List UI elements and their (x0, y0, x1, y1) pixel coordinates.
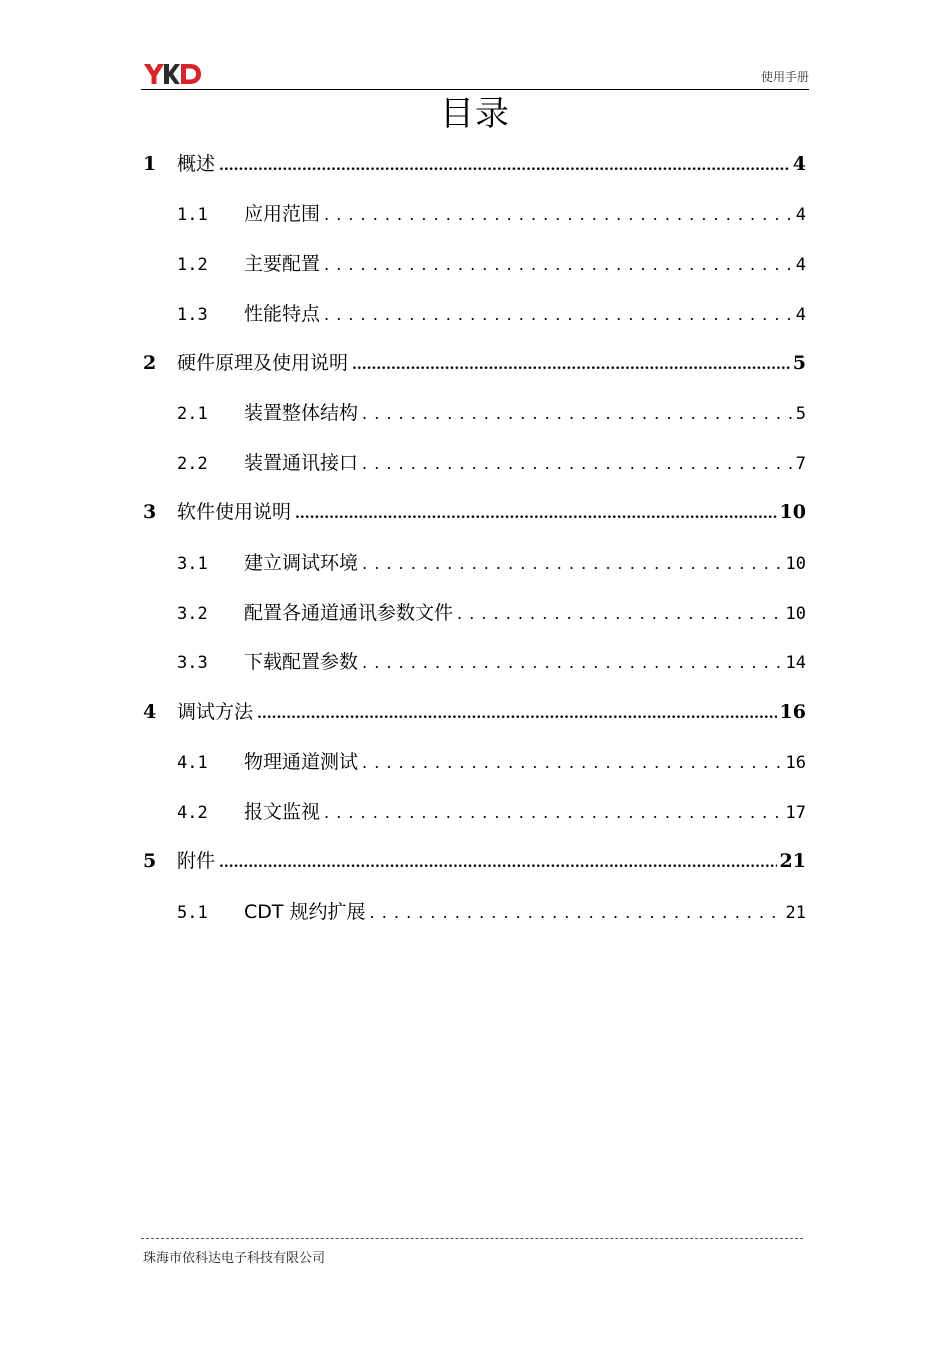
toc-entry-2-1[interactable] (177, 400, 806, 426)
toc-entry-4-2[interactable] (177, 799, 806, 825)
toc-number: 1.3 (177, 305, 208, 325)
toc-number: 3.3 (177, 653, 208, 673)
toc-leader (362, 451, 793, 477)
toc-page: 16 (779, 701, 806, 723)
toc-leader (362, 750, 783, 776)
toc-number: 5.1 (177, 903, 208, 923)
toc-label: 装置通讯接口 (244, 452, 359, 474)
toc-page: 21 (779, 850, 806, 872)
ykd-logo (143, 62, 203, 86)
toc-page: 14 (785, 653, 806, 673)
toc-entry-3[interactable] (143, 499, 806, 525)
toc-leader (219, 151, 790, 179)
toc-page: 4 (795, 205, 806, 225)
toc-entry-3-3[interactable] (177, 649, 806, 675)
toc-entry-1[interactable] (143, 151, 806, 177)
toc-leader (324, 302, 793, 328)
footer-divider (141, 1238, 803, 1239)
toc-entry-1-3[interactable] (177, 301, 806, 327)
toc-page: 4 (795, 305, 806, 325)
toc-label: 物理通道测试 (244, 751, 359, 773)
toc-page: 5 (795, 404, 806, 424)
toc-page: 5 (792, 352, 806, 374)
toc-label: 概述 (177, 153, 216, 175)
toc-label: 性能特点 (244, 303, 321, 325)
toc-leader (457, 601, 783, 627)
toc-label: 附件 (177, 850, 216, 872)
toc-label: 调试方法 (177, 701, 254, 723)
toc-number: 2.1 (177, 404, 208, 424)
toc-label: 装置整体结构 (244, 402, 359, 424)
toc-label: 报文监视 (244, 801, 321, 823)
toc-leader (324, 800, 783, 826)
toc-leader (362, 650, 783, 676)
toc-page: 10 (785, 554, 806, 574)
toc-number: 1 (143, 153, 157, 175)
toc-label: CDT 规约扩展 (244, 901, 366, 923)
toc-entry-3-2[interactable] (177, 600, 806, 626)
toc-number: 3.1 (177, 554, 208, 574)
toc-number: 1.2 (177, 255, 208, 275)
toc-page: 10 (779, 501, 806, 523)
toc-leader (362, 551, 783, 577)
toc-number: 2 (143, 352, 157, 374)
toc-entry-1-2[interactable] (177, 251, 806, 277)
footer-company: 珠海市依科达电子科技有限公司 (143, 1251, 326, 1266)
toc-number: 4.1 (177, 753, 208, 773)
toc-entry-1-1[interactable] (177, 201, 806, 227)
header-doc-type: 使用手册 (760, 70, 809, 84)
toc-number: 4 (143, 701, 157, 723)
toc-leader (257, 699, 777, 727)
toc-entry-5-1[interactable] (177, 899, 806, 925)
toc-label: 软件使用说明 (177, 501, 292, 523)
toc-number: 2.2 (177, 454, 208, 474)
toc-page: 17 (785, 803, 806, 823)
toc-label: 主要配置 (244, 253, 321, 275)
toc-page: 16 (785, 753, 806, 773)
toc-page: 10 (785, 604, 806, 624)
toc-number: 1.1 (177, 205, 208, 225)
toc-page: 4 (795, 255, 806, 275)
toc-leader (219, 848, 777, 876)
toc-entry-4[interactable] (143, 699, 806, 725)
toc-number: 4.2 (177, 803, 208, 823)
page-header (141, 58, 809, 90)
toc-entry-2-2[interactable] (177, 450, 806, 476)
toc-page: 4 (792, 153, 806, 175)
toc-page: 7 (795, 454, 806, 474)
toc-label: 下载配置参数 (244, 651, 359, 673)
toc-leader (295, 499, 777, 527)
toc-label: 硬件原理及使用说明 (177, 352, 349, 374)
toc-leader (362, 401, 793, 427)
toc-leader (352, 350, 790, 378)
toc-entry-3-1[interactable] (177, 550, 806, 576)
toc-number: 3 (143, 501, 157, 523)
toc-label: 应用范围 (244, 203, 321, 225)
toc-entry-2[interactable] (143, 350, 806, 376)
toc-number: 5 (143, 850, 157, 872)
toc-entry-5[interactable] (143, 848, 806, 874)
toc-label: 配置各通道通讯参数文件 (244, 602, 454, 624)
toc-label: 建立调试环境 (244, 552, 359, 574)
toc-page: 21 (785, 903, 806, 923)
toc-number: 3.2 (177, 604, 208, 624)
toc-leader (324, 202, 793, 228)
toc-entry-4-1[interactable] (177, 749, 806, 775)
toc-leader (324, 252, 793, 278)
toc-leader (370, 900, 783, 926)
page-title: 目录 (440, 94, 510, 134)
